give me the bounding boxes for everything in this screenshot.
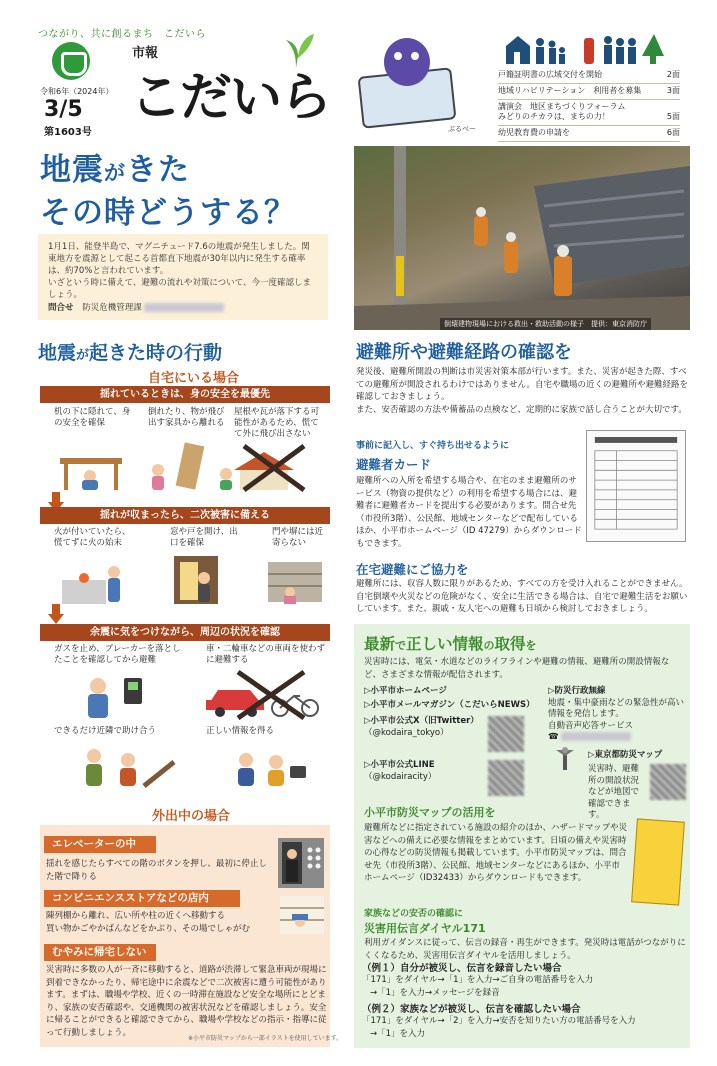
example-2-step-1: 「171」をダイヤル→「2」を入力→安否を知りたい方の電話番号を入力 <box>362 1016 636 1026</box>
bousai-map-text: 避難所などに指定されている施設の紹介のほか、ハザードマップや災害などへの備えに必要な情報をまとめています。日頃の備えや災害時の心得などの防災情報も掲載しています。小平市防災マップは、問合せ先（市役所3階）、公民館、地域センターなどにあるほか、小平市ホームページ（ID32433）からダウンロードもできます。 <box>364 823 628 883</box>
b3-caption-2: 車・二輪車などの車両を使わずに避難する <box>206 644 326 665</box>
link-x[interactable]: ▷小平市公式X（旧Twitter） （@kodaira_tokyo） <box>364 716 479 738</box>
dial-heading: 災害用伝言ダイヤル171 <box>364 922 486 935</box>
dial-text: 利用ガイダンスに従って、伝言の録音・再生ができます。発災時は電話がつながりにくくなるため、災害用伝言ダイヤルを活用しましょう。 <box>364 938 686 961</box>
b3-caption-1: ガスを止め、ブレーカーを落としたことを確認してから避難 <box>54 644 181 665</box>
tokyo-map-text: 災害時、避難所の開設状況などが地図で確認できます。 <box>588 764 640 820</box>
toc-item[interactable]: 地域リハビリテーション 利用者を募集 3面 <box>498 84 680 100</box>
intro-text: 1月1日、能登半島で、マグニチュード7.6の地震が発生しました。関東地方を震源として起こる首都直下地震が30年以内に発生する確率は、約70%と言われています。 いざという時に備えて、避難の流れや対策について、今一度確認しましょう。 <box>48 242 311 300</box>
band-after-shaking: 揺れが収まったら、二次被害に備える <box>40 507 330 524</box>
example-1-step-1: 「171」をダイヤル→「1」を入力→ご自身の電話番号を入力 <box>362 975 594 985</box>
card-text: 避難所への入所を希望する場合や、在宅のまま避難所のサービス（物資の提供など）の利用を希望する場合には、避難者に避難者カードを提出する必要があります。問合せ先（市役所3階）、公民館、地域センターなどで配布しているほか、小平市ホームページ（ID 47279）からダウンロードもできます。 <box>356 476 582 549</box>
elevator-text: 揺れを感じたらすべての階のボタンを押し、最初に停止した階で降りる <box>46 859 267 882</box>
b1-caption-2: 倒れたり、物が飛び出す家具から離れる <box>148 407 225 428</box>
desk-illustration <box>54 440 330 492</box>
outside-heading: 外出中の場合 <box>152 809 231 824</box>
rescue-photo <box>354 146 690 330</box>
info-heading: 最新で正しい情報の取得を <box>364 635 537 653</box>
b2-caption-3: 門や塀には近寄らない <box>272 527 324 548</box>
evacuation-heading: 避難所や避難経路の確認を <box>356 342 572 363</box>
sprout-icon <box>276 30 316 70</box>
brand-logo: こだいら <box>130 67 331 128</box>
b3-caption-4: 正しい情報を得る <box>206 726 275 736</box>
at-home-heading: 自宅にいる場合 <box>148 371 240 386</box>
store-text: 陳列棚から離れ、広い所や柱の近くへ移動する 買い物かごやかばんなどをかぶり、その場でしゃがむ <box>46 911 251 934</box>
store-heading: コンビニエンスストアなどの店内 <box>44 890 240 907</box>
dial-examples <box>362 960 684 1040</box>
example-2-title: （例２）家族などが被災し、伝言を確認したい場合 <box>362 1004 581 1015</box>
toc-item[interactable]: 戸籍証明書の広域交付を開始 2面 <box>498 68 680 84</box>
link-mail-magazine[interactable]: ▷小平市メールマガジン（こだいらNEWS） <box>364 700 535 710</box>
left-heading: 地震が起きた時の行動 <box>38 342 223 364</box>
contact-dept: 防災危機管理課 <box>82 303 142 313</box>
footnote: ※小平市防災マップから一部イラストを使用しています。 <box>188 1035 343 1042</box>
intro-box <box>38 234 328 320</box>
qr-tokyo-map-icon[interactable] <box>650 764 686 800</box>
home-evac-text: 避難所には、収容人数に限りがあるため、すべての方を受け入れることができません。自宅倒壊や火災などの危険がなく、安全に生活できる場合は、自宅で避難生活をお願いしています。また、親戚・友人宅への避難も日頃から検討しておきましょう。 <box>356 579 688 614</box>
era-year: 令和6年（2024年） <box>40 87 114 96</box>
bousai-map-heading: 小平市防災マップの活用を <box>364 806 496 819</box>
example-2-step-2: →「1」を入力 <box>370 1028 426 1039</box>
b1-caption-1: 机の下に隠れて、身の安全を確保 <box>54 407 131 428</box>
issue-number: 第1603号 <box>44 127 92 138</box>
store-illustration <box>278 894 326 936</box>
tokyo-map-item[interactable]: ▷東京都防災マップ <box>588 750 663 760</box>
qr-line-icon[interactable] <box>488 760 524 796</box>
info-intro: 災害時には、電気・水道などのライフラインや避難の情報、避難所の開設情報など、さまざまな情報が配信されます。 <box>364 657 670 680</box>
evacuee-card-image <box>586 430 686 542</box>
town-silhouette-icon <box>504 30 664 66</box>
b2-caption-1: 火が付いていたら、慌てずに火の始末 <box>54 527 131 548</box>
qr-x-icon[interactable] <box>488 716 524 752</box>
b2-caption-2: 窓や戸を開け、出口を確保 <box>170 527 238 548</box>
bousai-map-booklet <box>631 818 685 905</box>
b1-caption-3: 屋根や瓦が落下する可能性があるため、慌てて外に飛び出さない <box>234 407 320 439</box>
example-1-title: （例１）自分が被災し、伝言を録音したい場合 <box>362 963 562 974</box>
dial-pre: 家族などの安否の確認に <box>364 909 464 919</box>
elevator-illustration <box>276 836 326 890</box>
home-evac-heading: 在宅避難にご協力を <box>356 562 469 577</box>
elevator-heading: エレベーターの中 <box>44 836 156 853</box>
brand-small: 市報 <box>132 46 159 61</box>
contact-label: 問合せ <box>48 303 74 313</box>
link-homepage[interactable]: ▷小平市ホームページ <box>364 686 447 696</box>
evacuation-text: 発災後、避難所開設の判断は市災害対策本部が行います。また、災害が起きた際、すべての避難所が開設されるわけではありません。自宅や職場の近くの避難所や避難経路を確認しておきましょう。 また、安否確認の方法や備蓄品の点検など、定期的に家族で話し合うことが大切です。 <box>356 367 689 415</box>
tagline: つながり、共に創るまち こだいら <box>38 29 206 40</box>
help-info-illustration <box>54 742 330 790</box>
after-shaking-illustration <box>54 552 330 606</box>
megaphone-icon <box>552 746 578 772</box>
example-1-step-2: →「1」を入力→メッセージを録音 <box>370 987 500 998</box>
arrow-down-icon <box>48 604 64 624</box>
no-return-heading: むやみに帰宅しない <box>44 944 156 961</box>
b3-caption-3: できるだけ近隣で助け合う <box>54 726 157 736</box>
card-heading: 避難者カード <box>356 457 432 472</box>
issue-date: 3/5 <box>44 97 83 122</box>
band-shaking: 揺れているときは、身の安全を最優先 <box>40 386 330 403</box>
toc-item[interactable]: 幼児教育費の申請を 6面 <box>498 126 680 142</box>
contact-phone-redacted <box>144 303 224 312</box>
gas-car-illustration <box>54 668 330 720</box>
no-return-text: 災害時に多数の人が一斉に移動すると、道路が渋滞して緊急車両が現場に到着できなかったり、帰宅途中に余震などで二次被害に遭う可能性があります。まずは、職場や学校、近くの一時滞在施設など安全な場所にとどまり、家族の安否確認や、交通機関の被害状況などを確認しましょう。安全に帰ることができると確認できてから、職場や学校などの指示・指導に従って行動しましょう。 <box>46 965 327 1038</box>
toc-item[interactable]: 講演会 地区まちづくりフォーラム みどりのチカラは、まちの力！ 5面 <box>498 100 680 126</box>
mascot-icon <box>384 38 430 86</box>
radio-item: ▷防災行政無線 地震・集中豪雨などの緊急性が高い情報を発信します。 自動音声応答サービス ☎ <box>548 686 685 742</box>
mascot-name: ぶるべー <box>448 125 476 133</box>
band-check-surroundings: 余震に気をつけながら、周辺の状況を確認 <box>40 624 330 641</box>
link-line[interactable]: ▷小平市公式LINE （@kodairacity） <box>364 760 437 782</box>
card-pre: 事前に記入し、すぐ持ち出せるように <box>356 441 510 451</box>
table-of-contents <box>498 68 680 142</box>
city-emblem-icon <box>52 42 90 80</box>
hero-title: 地震がきた その時どうする？ <box>40 152 296 231</box>
photo-caption: 倒壊建物現場における救出・救助活動の様子 提供：東京消防庁 <box>440 318 651 330</box>
